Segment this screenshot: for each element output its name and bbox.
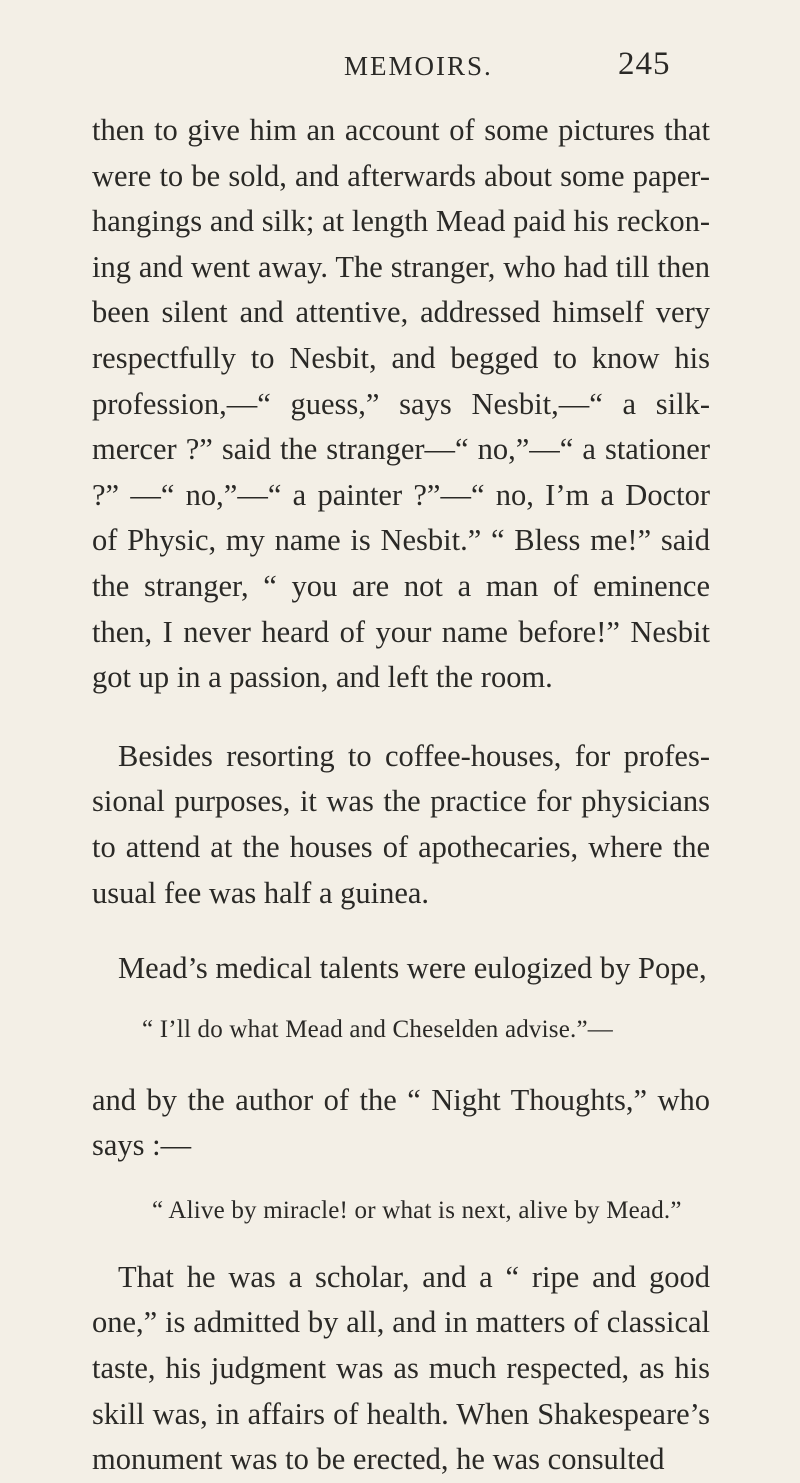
- running-head: [0, 48, 800, 84]
- paragraph-nesbit-anecdote: then to give him an account of some pictures that were to be sold, and afterwards about some paper-hangings and silk; at length Mead paid his reckon-ing and went away. The stranger, who had till then been silent and attentive, addressed himself very respectfully to Nesbit, and begged to know his profession,—“ guess,” says Nesbit,—“ a silk-mercer ?” said the stranger—“ no,”—“ a stationer ?” —“ no,”—“ a painter ?”—“ no, I’m a Doctor of Physic, my name is Nesbit.” “ Bless me!” said the stranger, “ you are not a man of eminence then, I never heard of your name before!” Nesbit got up in a passion, and left the room.: [92, 113, 710, 695]
- running-title: MEMOIRS.: [344, 51, 493, 81]
- paragraph-night-thoughts: and by the author of the “ Night Thoughts,” who says :—: [92, 1082, 710, 1163]
- body-text: [92, 108, 710, 1483]
- paragraph-scholar: That he was a scholar, and a “ ripe and good one,” is admitted by all, and in matters of classical taste, his judgment was as much respected, as his skill was, in affairs of health. When Shakespeare’s monument was to be erected, he was consulted: [92, 1259, 710, 1477]
- paragraph-pope-eulogy: Mead’s medical talents were eulogized by Pope,: [118, 951, 707, 986]
- paragraph-coffee-houses: Besides resorting to coffee-houses, for profes-sional purposes, it was the practice for physicians to attend at the houses of apothecaries, where the usual fee was half a guinea.: [92, 738, 710, 910]
- page-number: 245: [618, 46, 671, 82]
- quotation-pope: “ I’ll do what Mead and Cheselden advise.”—: [142, 1015, 613, 1043]
- quotation-night-thoughts: “ Alive by miracle! or what is next, alive by Mead.”: [152, 1196, 682, 1224]
